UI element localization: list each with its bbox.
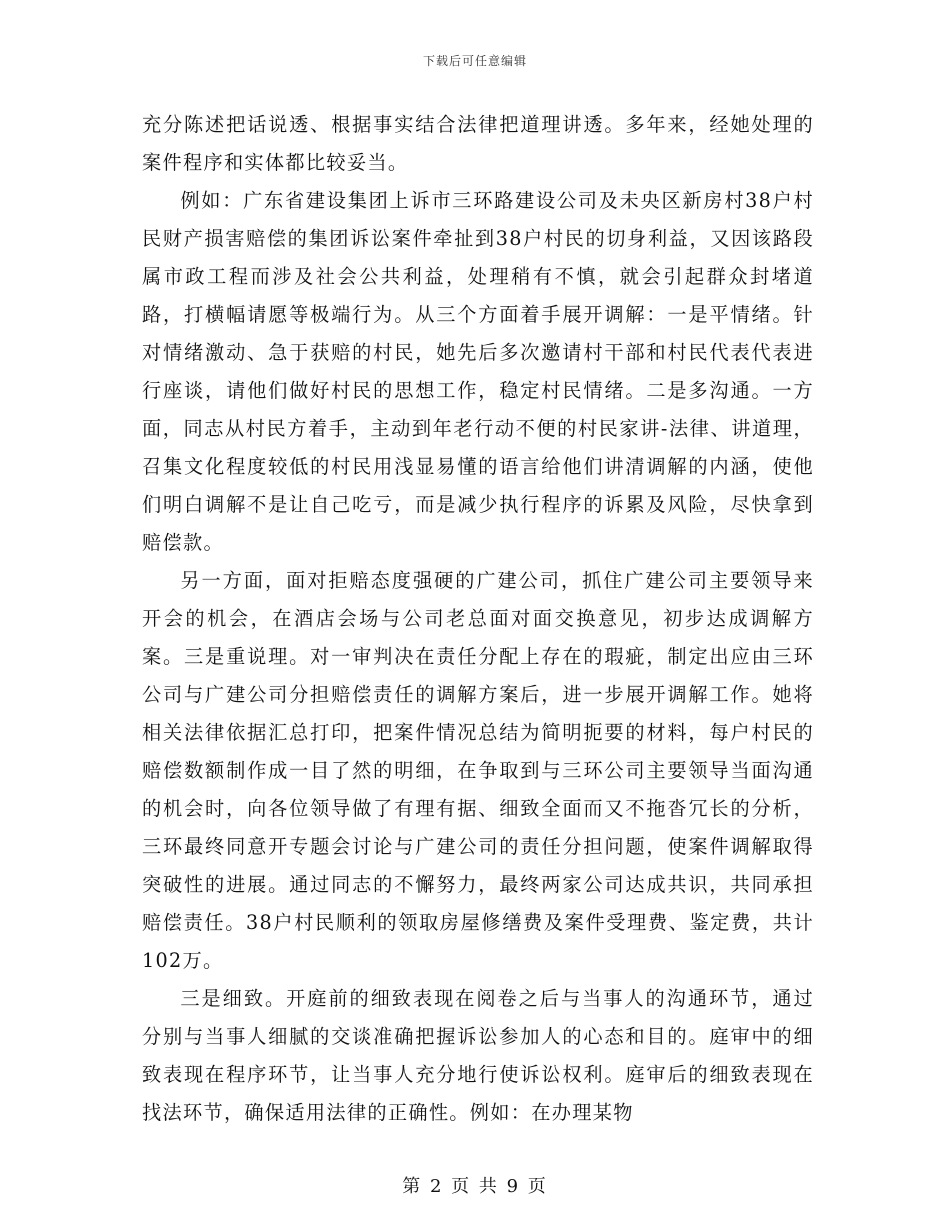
paragraph-continuation: 充分陈述把话说透、根据事实结合法律把道理讲透。多年来，经她处理的案件程序和实体都比较妥当。: [142, 113, 814, 174]
paragraph-other-side: 另一方面，面对拒赔态度强硬的广建公司，抓住广建公司主要领导来开会的机会，在酒店会场与公司老总面对面交换意见，初步达成调解方案。三是重说理。对一审判决在责任分配上存在的瑕疵，制定出应由三环公司与广建公司分担赔偿责任的调解方案后，进一步展开调解工作。她将相关法律依据汇总打印，把案件情况总结为简明扼要的材料，每户村民的赔偿数额制作成一目了然的明细，在争取到与三环公司主要领导当面沟通的机会时，向各位领导做了有理有据、细致全面而又不拖沓冗长的分析，三环最终同意开专题会讨论与广建公司的责任分担问题，使案件调解取得突破性的进展。通过同志的不懈努力，最终两家公司达成共识，共同承担赔偿责任。38户村民顺利的领取房屋修缮费及案件受理费、鉴定费，共计102万。: [142, 569, 814, 972]
document-body: [142, 106, 814, 1132]
page-header-note: 下载后可任意编辑: [422, 54, 527, 68]
paragraph-example-case: 例如：广东省建设集团上诉市三环路建设公司及未央区新房村38户村民财产损害赔偿的集团诉讼案件牵扯到38户村民的切身利益，又因该路段属市政工程而涉及社会公共利益，处理稍有不慎，就会引起群众封堵道路，打横幅请愿等极端行为。从三个方面着手展开调解：一是平情绪。针对情绪激动、急于获赔的村民，她先后多次邀请村干部和村民代表代表进行座谈，请他们做好村民的思想工作，稳定村民情绪。二是多沟通。一方面，同志从村民方着手，主动到年老行动不便的村民家讲-法律、讲道理，召集文化程度较低的村民用浅显易懂的语言给他们讲清调解的内涵，使他们明白调解不是让自己吃亏，而是减少执行程序的诉累及风险，尽快拿到赔偿款。: [142, 189, 814, 554]
page-number: 第 2 页 共 9 页: [402, 1176, 548, 1197]
paragraph-meticulous: 三是细致。开庭前的细致表现在阅卷之后与当事人的沟通环节，通过分别与当事人细腻的交谈准确把握诉讼参加人的心态和目的。庭审中的细致表现在程序环节，让当事人充分地行使诉讼权利。庭审后的细致表现在找法环节，确保适用法律的正确性。例如：在办理某物: [142, 987, 814, 1124]
